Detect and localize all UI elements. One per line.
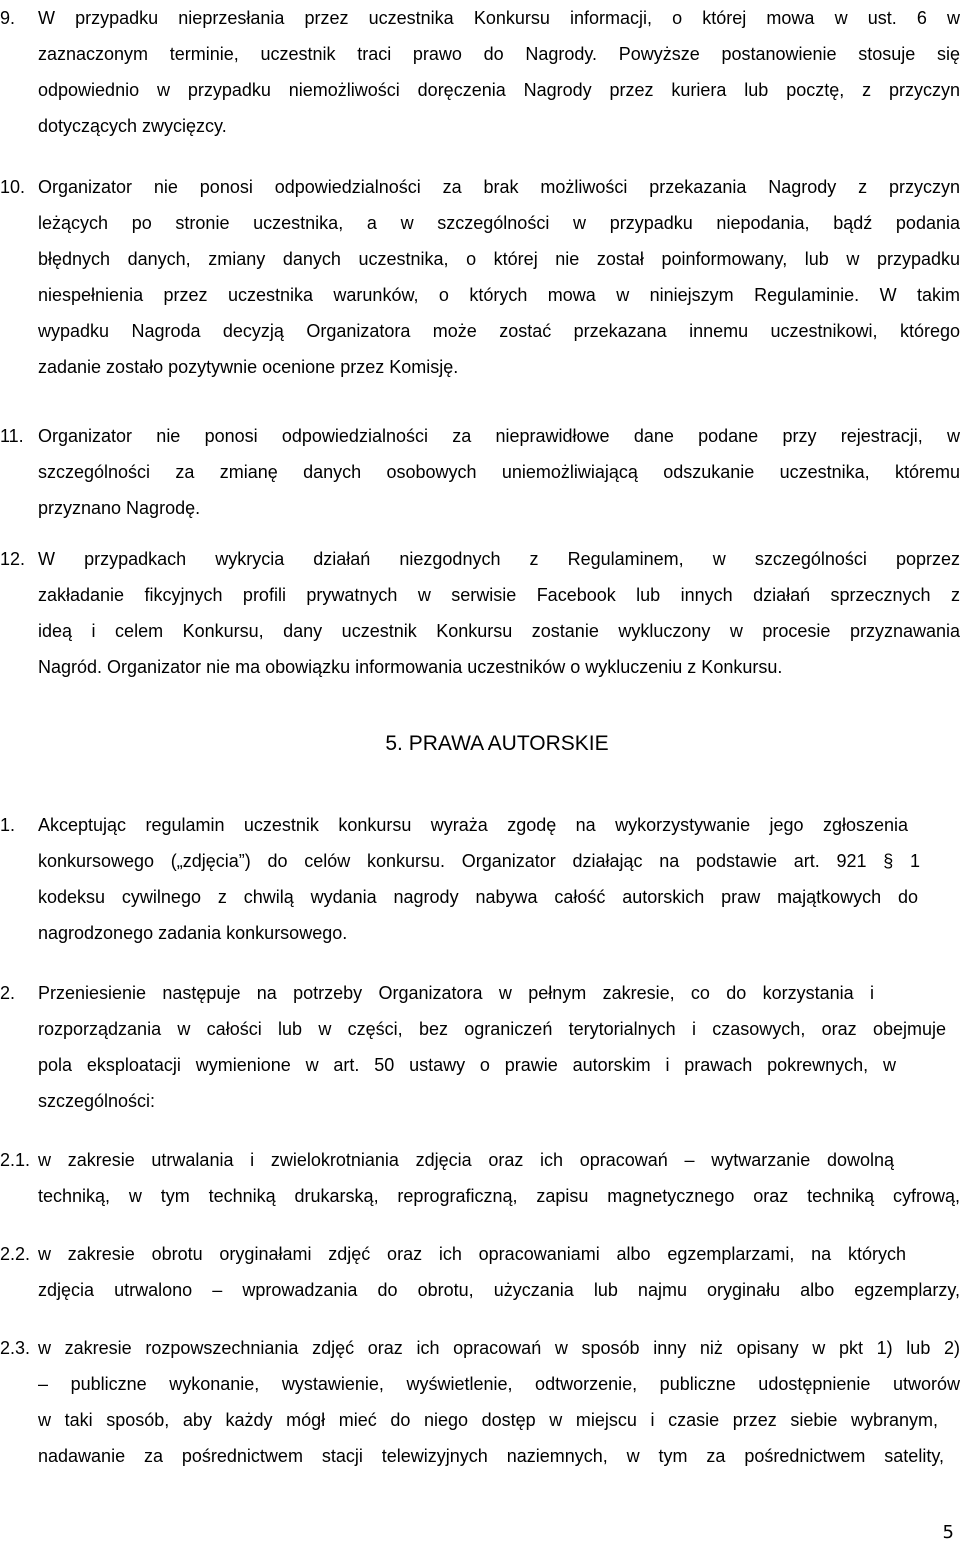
- paragraph-line: konkursowego („zdjęcia”) do celów konkursu. Organizator działając na podstawie art. 921 § 1: [38, 851, 920, 871]
- paragraph-line: szczególności:: [38, 1091, 156, 1111]
- paragraph-number: 12.: [0, 549, 26, 569]
- paragraph-number: 11.: [0, 426, 24, 446]
- paragraph-line: niespełnienia przez uczestnika warunków, o których mowa w niniejszym Regulaminie. W takim: [38, 285, 960, 305]
- paragraph-number: 1.: [0, 815, 16, 835]
- paragraph-line: odpowiednio w przypadku niemożliwości doręczenia Nagrody przez kuriera lub pocztę, z przyczyn: [38, 80, 960, 100]
- paragraph-line: zdjęcia utrwalono – wprowadzania do obrotu, użyczania lub najmu oryginału albo egzemplarzy,: [38, 1280, 960, 1300]
- paragraph-line: W przypadkach wykrycia działań niezgodnych z Regulaminem, w szczególności poprzez: [38, 549, 960, 569]
- paragraph-line: zadanie zostało pozytywnie ocenione przez Komisję.: [38, 357, 459, 377]
- paragraph-line: w zakresie utrwalania i zwielokrotniania zdjęcia oraz ich opracowań – wytwarzanie dowolną: [38, 1150, 894, 1170]
- paragraph-line: leżących po stronie uczestnika, a w szczególności w przypadku niepodania, bądź podania: [38, 213, 960, 233]
- paragraph-number: 2.1.: [0, 1150, 31, 1170]
- paragraph-line: Organizator nie ponosi odpowiedzialności za nieprawidłowe dane podane przy rejestracji, w: [38, 426, 960, 446]
- paragraph-line: dotyczących zwycięzcy.: [38, 116, 227, 136]
- paragraph-line: ideą i celem Konkursu, dany uczestnik Konkursu zostanie wykluczony w procesie przyznawania: [38, 621, 960, 641]
- paragraph-line: zakładanie fikcyjnych profili prywatnych w serwisie Facebook lub innych działań sprzecznych z: [38, 585, 960, 605]
- paragraph-line: w zakresie obrotu oryginałami zdjęć oraz ich opracowaniami albo egzemplarzami, na których: [38, 1244, 906, 1264]
- paragraph-number: 2.3.: [0, 1338, 31, 1358]
- paragraph-line: wypadku Nagroda decyzją Organizatora może zostać przekazana innemu uczestnikowi, którego: [38, 321, 960, 341]
- paragraph-line: kodeksu cywilnego z chwilą wydania nagrody nabywa całość autorskich praw majątkowych do: [38, 887, 918, 907]
- paragraph-line: zaznaczonym terminie, uczestnik traci prawo do Nagrody. Powyższe postanowienie stosuje się: [38, 44, 960, 64]
- paragraph-line: pola eksploatacji wymienione w art. 50 ustawy o prawie autorskim i prawach pokrewnych, w: [38, 1055, 896, 1075]
- paragraph-line: w zakresie rozpowszechniania zdjęć oraz ich opracowań w sposób inny niż opisany w pkt 1) lub 2): [38, 1338, 960, 1358]
- paragraph-number: 9.: [0, 8, 16, 28]
- paragraph-line: w taki sposób, aby każdy mógł mieć do niego dostęp w miejscu i czasie przez siebie wybranym,: [38, 1410, 938, 1430]
- paragraph-line: Przeniesienie następuje na potrzeby Organizatora w pełnym zakresie, co do korzystania i: [38, 983, 874, 1003]
- page-number: 5: [942, 1522, 954, 1543]
- paragraph-line: Akceptując regulamin uczestnik konkursu wyraża zgodę na wykorzystywanie jego zgłoszenia: [38, 815, 908, 835]
- paragraph-line: – publiczne wykonanie, wystawienie, wyświetlenie, odtworzenie, publiczne udostępnienie utworów: [38, 1374, 960, 1394]
- paragraph-line: Organizator nie ponosi odpowiedzialności za brak możliwości przekazania Nagrody z przyczyn: [38, 177, 960, 197]
- paragraph-line: nadawanie za pośrednictwem stacji telewizyjnych naziemnych, w tym za pośrednictwem satelity,: [38, 1446, 944, 1466]
- paragraph-line: błędnych danych, zmiany danych uczestnika, o której nie został poinformowany, lub w przypadku: [38, 249, 960, 269]
- paragraph-line: nagrodzonego zadania konkursowego.: [38, 923, 348, 943]
- paragraph-line: przyznano Nagrodę.: [38, 498, 201, 518]
- paragraph-line: rozporządzania w całości lub w części, bez ograniczeń terytorialnych i czasowych, oraz obejmuje: [38, 1019, 946, 1039]
- paragraph-number: 10.: [0, 177, 26, 197]
- paragraph-line: szczególności za zmianę danych osobowych uniemożliwiającą odszukanie uczestnika, któremu: [38, 462, 960, 482]
- paragraph-line: Nagród. Organizator nie ma obowiązku informowania uczestników o wykluczeniu z Konkursu.: [38, 657, 783, 677]
- paragraph-number: 2.: [0, 983, 16, 1003]
- paragraph-line: W przypadku nieprzesłania przez uczestnika Konkursu informacji, o której mowa w ust. 6 w: [38, 8, 960, 28]
- section-heading: 5. PRAWA AUTORSKIE: [385, 732, 609, 755]
- paragraph-number: 2.2.: [0, 1244, 31, 1264]
- paragraph-line: techniką, w tym techniką drukarską, reprograficzną, zapisu magnetycznego oraz techniką cyfrową,: [38, 1186, 960, 1206]
